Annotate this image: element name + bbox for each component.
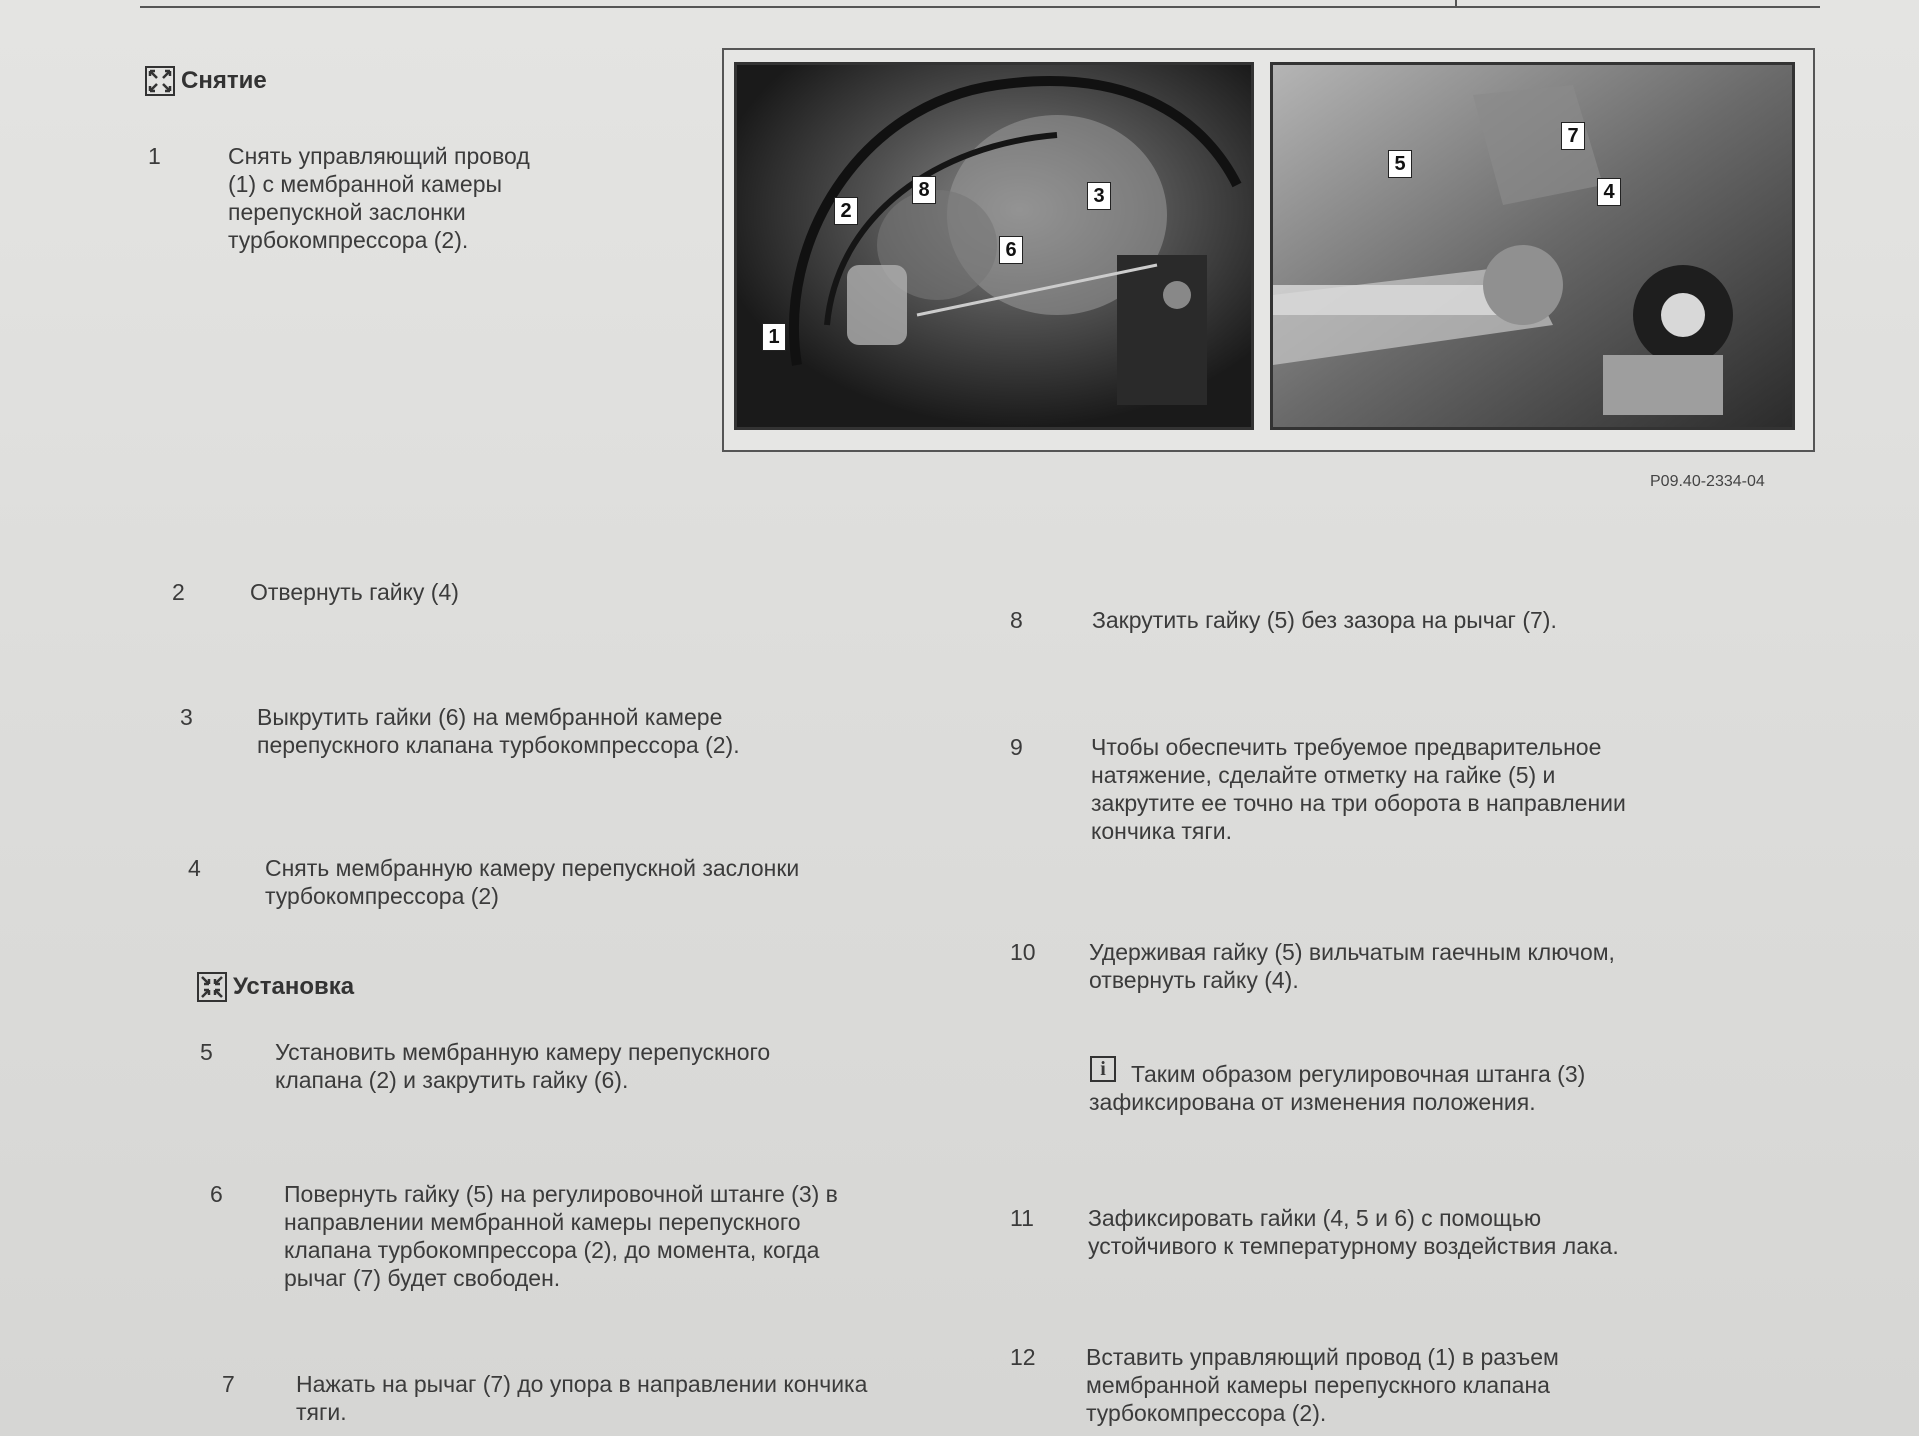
photo-left bbox=[734, 62, 1254, 430]
callout-2: 2 bbox=[834, 197, 858, 225]
install-heading bbox=[197, 972, 354, 1002]
callout-5: 5 bbox=[1388, 150, 1412, 178]
top-border bbox=[140, 0, 1820, 8]
info-icon: i bbox=[1090, 1056, 1116, 1082]
callout-4: 4 bbox=[1597, 178, 1621, 206]
callout-6: 6 bbox=[999, 236, 1023, 264]
install-heading-label: Установка bbox=[233, 973, 355, 1000]
callout-7: 7 bbox=[1561, 122, 1585, 150]
figure-frame bbox=[722, 48, 1815, 452]
photo-right bbox=[1270, 62, 1795, 430]
callout-3: 3 bbox=[1087, 182, 1111, 210]
removal-icon bbox=[145, 66, 175, 96]
install-icon bbox=[197, 972, 227, 1002]
figure-code: P09.40-2334-04 bbox=[1650, 473, 1765, 490]
removal-heading bbox=[145, 66, 267, 96]
manual-page: Снятие 1 2 8 3 6 5 7 4 P09.40-2334-04 1 Снять управляющий провод (1) с мембранной камеры перепускной заслонки турбокомпрессора (2). 2 Отвернуть гайку (4) 3 Выкрутить гайки (6) на мембранной камере перепускного клапана турбокомпрессора (2). 4 Снять мембранную камеру перепускной заслонки турбокомпрессора (2) Установка 5 Установить мембранную камеру перепускного клапана (2) и закрутить гайку (6). 6 Повернуть гайку (5) на регулировочной штанге (3) в направлении мембранной камеры перепускного клапана турбокомпрессора (2), до момента, когда рычаг (7) будет свободен. 7 Нажать на рычаг (7) до упора в направлении кончика тяги. 8 Закрутить гайку (5) без зазора на рычаг (7). 9 Чтобы обеспечить требуемое предварительное натяжение, сделайте отметку на гайке (5) и закрутите ее точно на три оборота в направлении кончика тяги. 10 Удерживая гайку (5) вильчатым гаечным ключом, отвернуть гайку (4). i Таким образом регулировочная штанга (3) зафиксирована от изменения положения. 11 Зафиксировать гайки (4, 5 и 6) с помощью устойчивого к температурному воздействия лака. 12 Вставить управляющий провод (1) в разъем мембранной камеры перепускного клапана турбокомпрессора (2). bbox=[0, 0, 1919, 1436]
callout-1: 1 bbox=[762, 323, 786, 351]
callout-8: 8 bbox=[912, 176, 936, 204]
removal-heading-label: Снятие bbox=[181, 67, 267, 94]
